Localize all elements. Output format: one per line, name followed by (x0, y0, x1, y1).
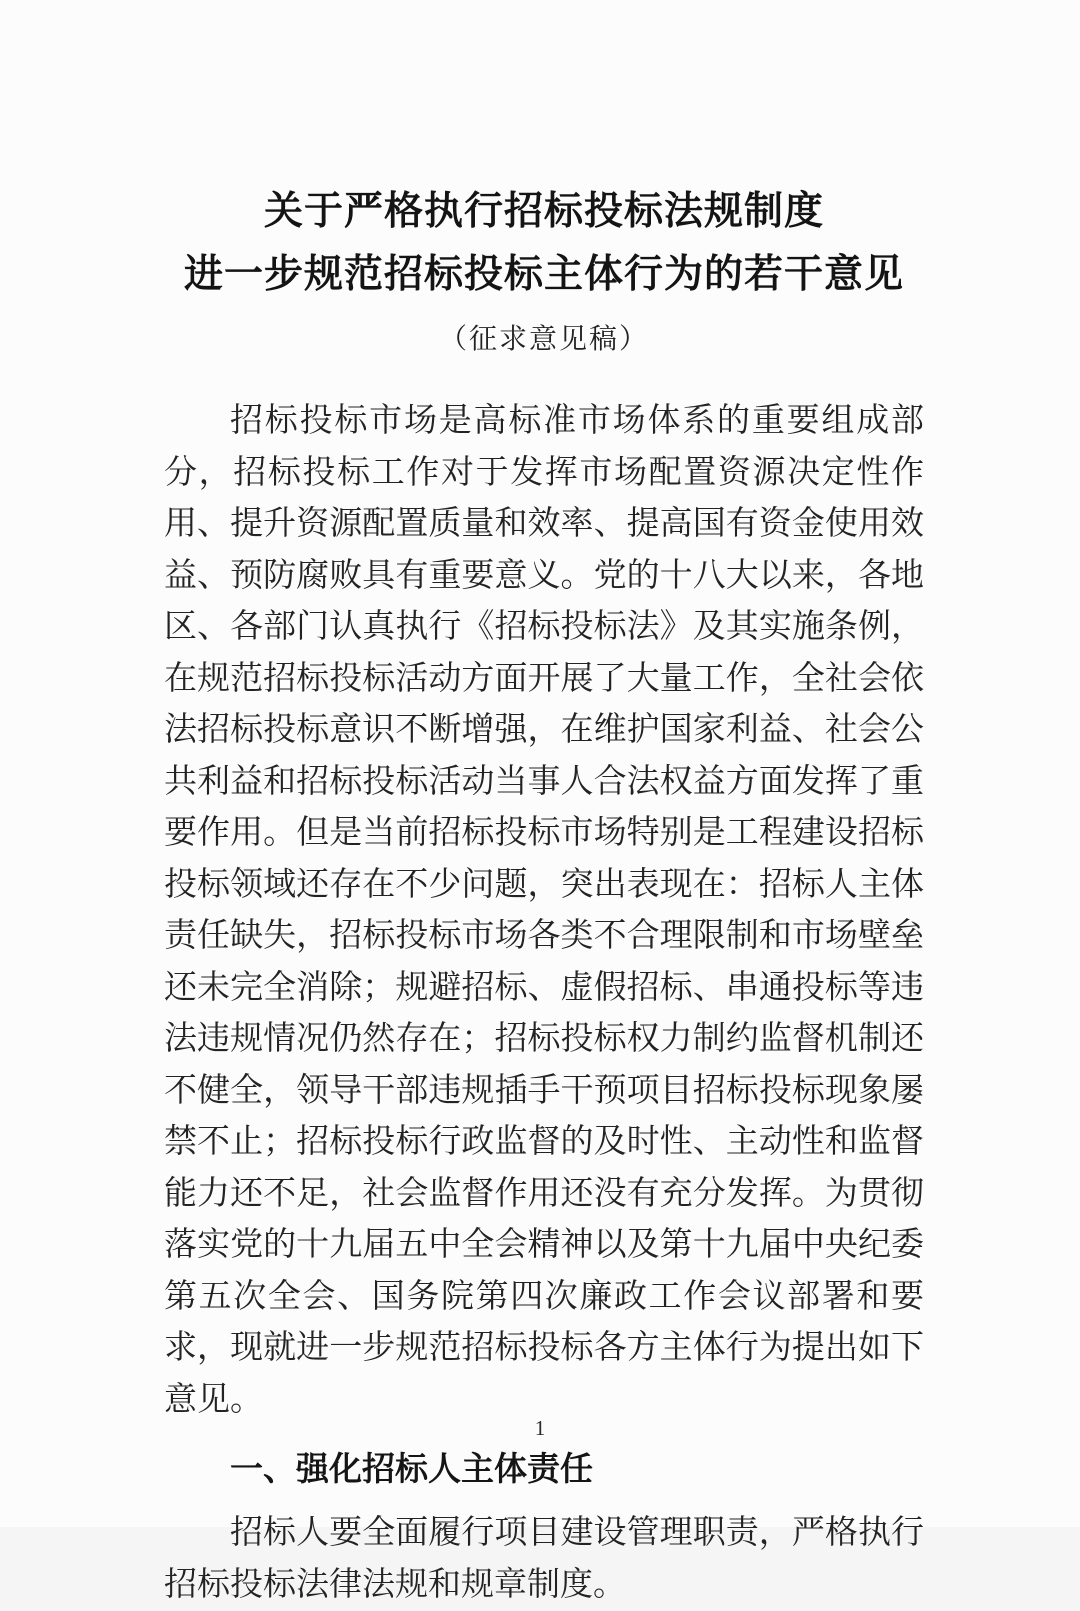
document-title-line1: 关于严格执行招标投标法规制度 (263, 190, 824, 233)
page-footer (0, 1413, 1080, 1443)
page-number: 1 (534, 1416, 546, 1440)
document-title-line2: 进一步规范招标投标主体行为的若干意见 (183, 253, 904, 296)
section-1-heading: 一、强化招标人主体责任 (230, 1450, 593, 1487)
intro-paragraph: 招标投标市场是高标准市场体系的重要组成部分，招标投标工作对于发挥市场配置资源决定性作用、提升资源配置质量和效率、提高国有资金使用效益、预防腐败具有重要意义。党的十八大以来，各地区、各部门认真执行《招标投标法》及其实施条例，在规范招标投标活动方面开展了大量工作，全社会依法招标投标意识不断增强，在维护国家利益、社会公共利益和招标投标活动当事人合法权益方面发挥了重要作用。但是当前招标投标市场特别是工程建设招标投标领域还存在不少问题，突出表现在：招标人主体责任缺失，招标投标市场各类不合理限制和市场壁垒还未完全消除；规避招标、虚假招标、串通投标等违法违规情况仍然存在；招标投标权力制约监督机制还不健全，领导干部违规插手干预项目招标投标现象屡禁不止；招标投标行政监督的及时性、主动性和监督能力还不足，社会监督作用还没有充分发挥。为贯彻落实党的十九届五中全会精神以及第十九届中央纪委第五次全会、国务院第四次廉政工作会议部署和要求，现就进一步规范招标投标各方主体行为提出如下意见。 (164, 403, 924, 1418)
section-1-paragraph: 招标人要全面履行项目建设管理职责，严格执行招标投标法律法规和规章制度。 (164, 1515, 924, 1603)
document-subtitle: （征求意见稿） (438, 324, 649, 355)
document-title (164, 180, 924, 306)
